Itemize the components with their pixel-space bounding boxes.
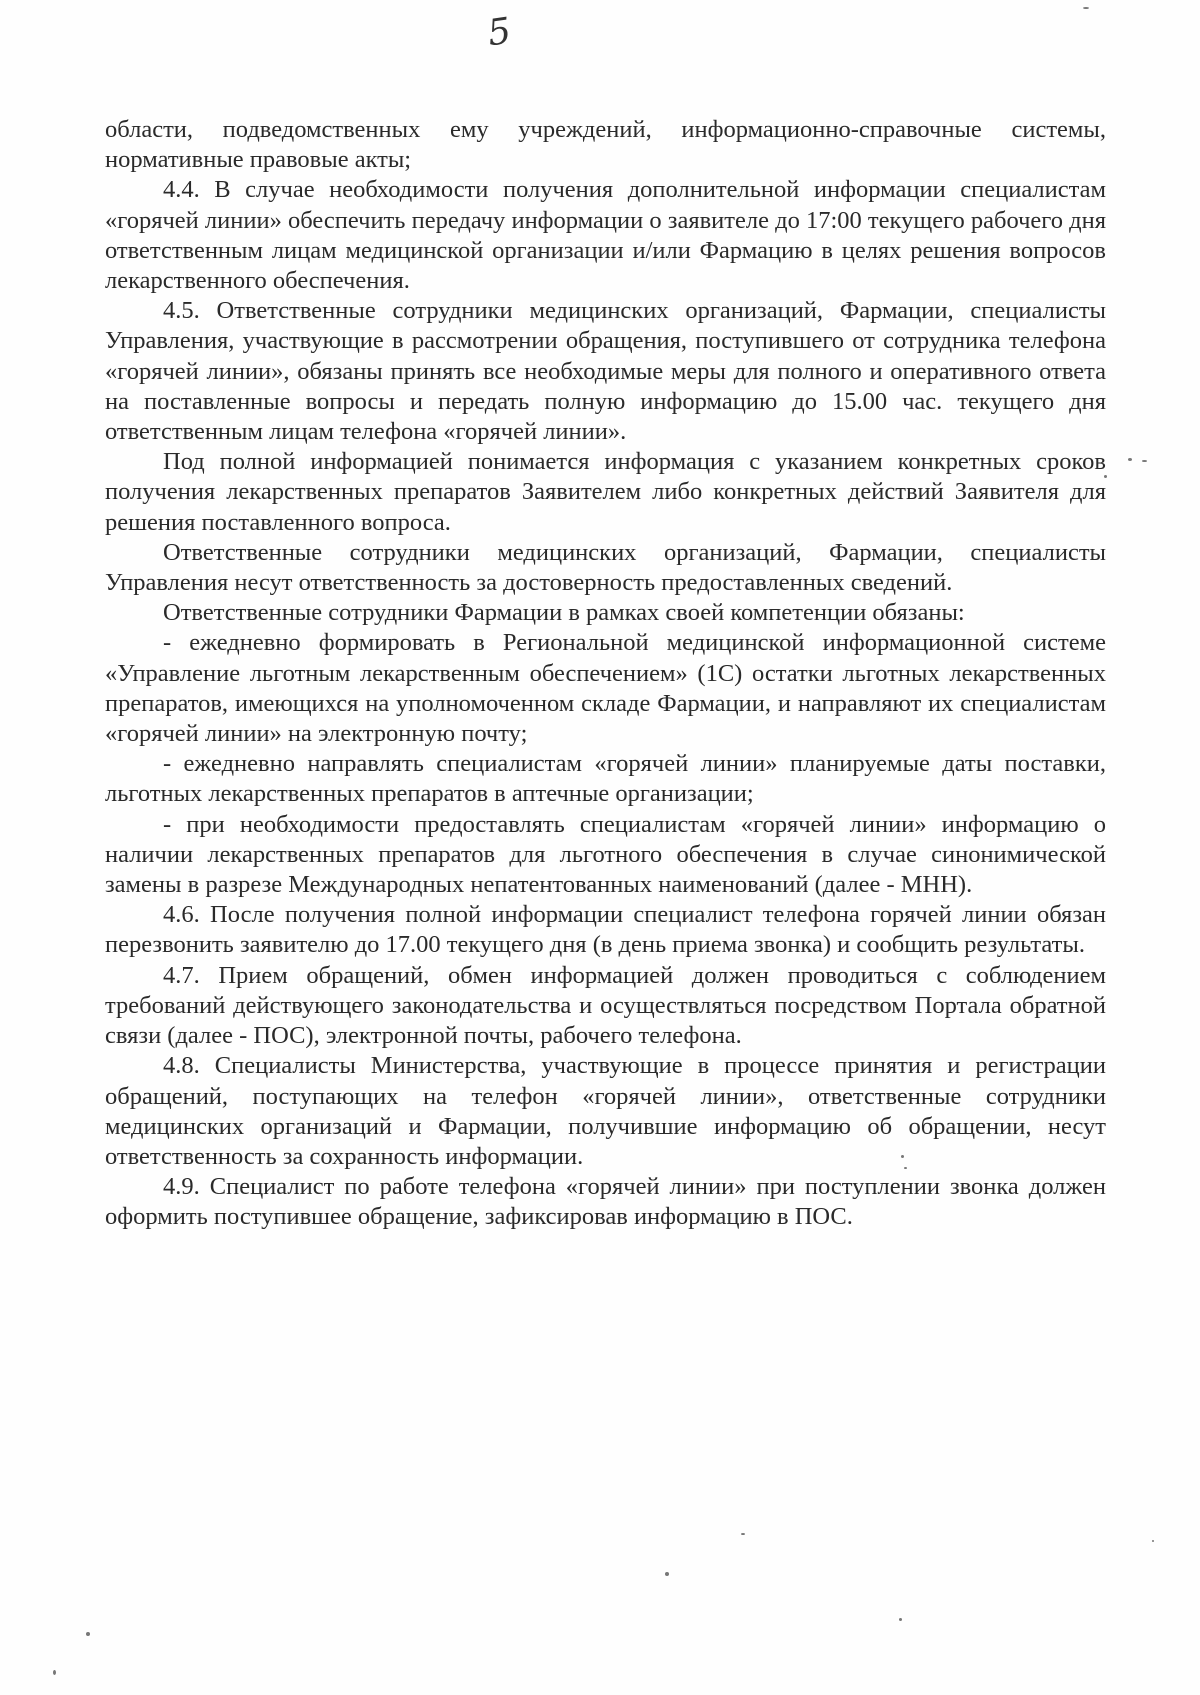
scan-speck — [1104, 475, 1107, 478]
paragraph-4-5: 4.5. Ответственные сотрудники медицинских организаций, Фармации, специалисты Управления, участвующие в рассмотрении обращения, поступившего от сотрудника телефона «горячей линии», обязаны принять все необходимые меры для полного и оперативного ответа на поставленные вопросы и передать полную информацию до 15.00 час. текущего дня ответственным лицам телефона «горячей линии». — [105, 297, 1106, 446]
scan-speck — [899, 1618, 902, 1621]
paragraph: Под полной информацией понимается информация с указанием конкретных сроков получения лекарственных препаратов Заявителем либо конкретных действий Заявителя для решения поставленного вопроса. — [105, 448, 1106, 536]
scan-speck — [904, 1167, 907, 1169]
list-item: - ежедневно направлять специалистам «горячей линии» планируемые даты поставки, льготных лекарственных препаратов в аптечные организации; — [105, 750, 1106, 808]
paragraph: области, подведомственных ему учреждений, информационно-справочные системы, нормативные правовые акты; — [105, 116, 1106, 174]
document-body — [105, 115, 1106, 1233]
scan-speck — [86, 1632, 90, 1636]
paragraph-4-7: 4.7. Прием обращений, обмен информацией должен проводиться с соблюдением требований действующего законодательства и осуществляться посредством Портала обратной связи (далее - ПОС), электронной почты, рабочего телефона. — [105, 961, 1106, 1050]
paragraph: Ответственные сотрудники медицинских организаций, Фармации, специалисты Управления несут ответственность за достоверность предоставленных сведений. — [105, 538, 1106, 597]
scan-speck — [741, 1533, 745, 1535]
page-number: 5 — [485, 10, 514, 55]
paragraph-4-8: 4.8. Специалисты Министерства, участвующие в процессе принятия и регистрации обращений, поступающих на телефон «горячей линии», ответственные сотрудники медицинских организаций и Фармации, получившие информацию об обращении, несут ответственность за сохранность информации. — [105, 1052, 1106, 1170]
paragraph-4-4: 4.4. В случае необходимости получения дополнительной информации специалистам «горячей линии» обеспечить передачу информации о заявителе до 17:00 текущего рабочего дня ответственным лицам медицинской организации и/или Фармацию в целях решения вопросов лекарственного обеспечения. — [105, 176, 1106, 295]
paragraph: Ответственные сотрудники Фармации в рамках своей компетенции обязаны: — [163, 599, 965, 627]
scan-speck — [1128, 458, 1132, 461]
paragraph-4-9: 4.9. Специалист по работе телефона «горячей линии» при поступлении звонка должен оформить поступившее обращение, зафиксировав информацию в ПОС. — [105, 1173, 1106, 1231]
scan-speck — [53, 1670, 56, 1675]
scan-speck — [665, 1572, 669, 1576]
list-item: - при необходимости предоставлять специалистам «горячей линии» информацию о наличии лекарственных препаратов для льготного обеспечения в случае синонимической замены в разрезе Международных непатентованных наименований (далее - МНН). — [105, 810, 1106, 899]
list-item: - ежедневно формировать в Региональной медицинской информационной системе «Управление льготным лекарственным обеспечением» (1С) остатки льготных лекарственных препаратов, имеющихся на уполномоченном складе Фармации, и направляют их специалистам «горячей линии» на электронную почту; — [105, 629, 1106, 748]
paragraph-4-6: 4.6. После получения полной информации специалист телефона горячей линии обязан перезвонить заявителю до 17.00 текущего дня (в день приема звонка) и сообщить результаты. — [105, 901, 1106, 959]
scan-speck — [1083, 7, 1089, 9]
scan-speck — [901, 1155, 904, 1158]
scan-speck — [1142, 460, 1147, 462]
scan-speck — [1152, 1540, 1154, 1542]
